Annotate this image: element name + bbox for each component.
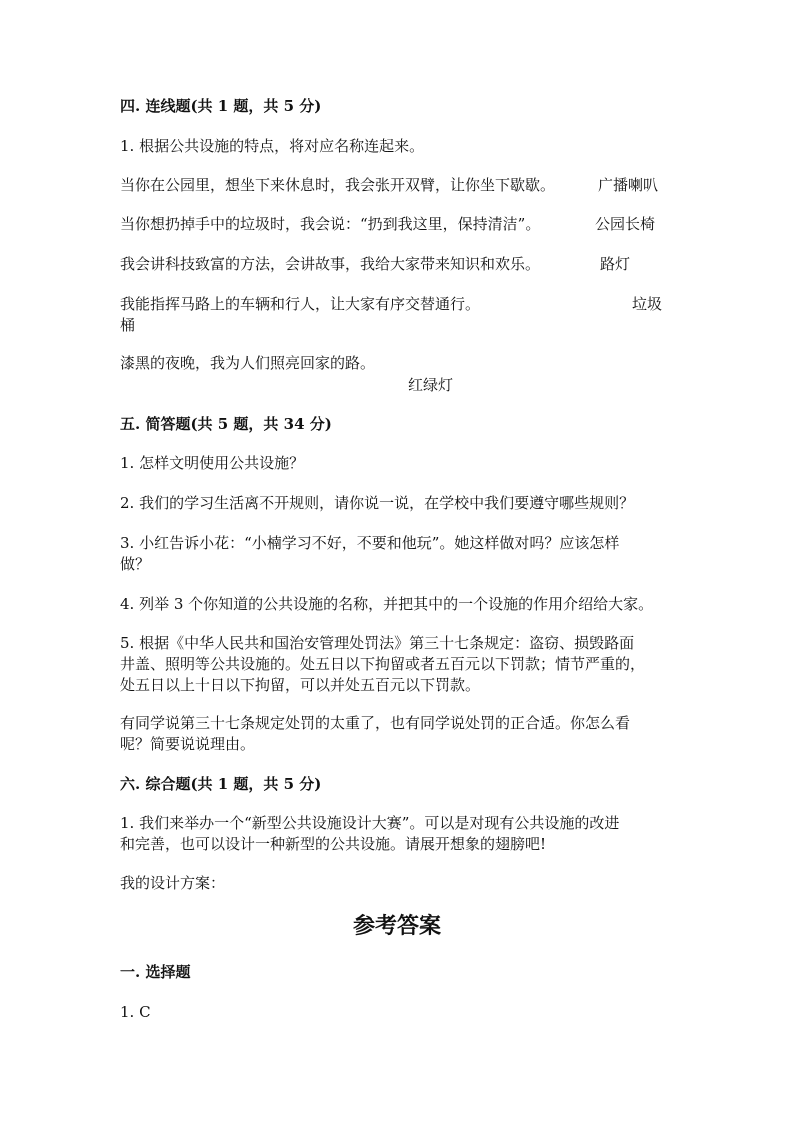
- answers-title: 参考答案: [352, 913, 441, 939]
- section4-q1-prompt: 1. 根据公共设施的特点，将对应名称连起来。: [120, 137, 425, 155]
- match-left-2: 当你想扔掉手中的垃圾时，我会说：“扔到我这里，保持清洁”。: [120, 215, 541, 233]
- section5-q3-line2: 做？: [120, 555, 151, 573]
- section5-heading: 五. 简答题(共 5 题，共 34 分): [120, 415, 332, 433]
- answers-a1: 1. C: [120, 1003, 151, 1021]
- match-right-4-cont: 桶: [120, 316, 136, 334]
- section6-plan: 我的设计方案：: [120, 874, 226, 892]
- section5-q5-line1: 5. 根据《中华人民共和国治安管理处罚法》第三十七条规定：盗窃、损毁路面: [120, 634, 635, 652]
- section5-q5b-line1: 有同学说第三十七条规定处罚的太重了，也有同学说处罚的正合适。你怎么看: [120, 714, 631, 732]
- match-left-1: 当你在公园里，想坐下来休息时，我会张开双臂，让你坐下歇歇。: [120, 176, 556, 194]
- section5-q2: 2. 我们的学习生活离不开规则，请你说一说，在学校中我们要遵守哪些规则？: [120, 494, 635, 512]
- match-right-3: 路灯: [600, 255, 631, 273]
- section5-q1: 1. 怎样文明使用公共设施？: [120, 454, 305, 472]
- section5-q5b-line2: 呢？简要说说理由。: [120, 735, 256, 753]
- match-left-5: 漆黑的夜晚，我为人们照亮回家的路。: [120, 354, 376, 372]
- section5-q4: 4. 列举 3 个你知道的公共设施的名称，并把其中的一个设施的作用介绍给大家。: [120, 595, 654, 613]
- match-right-1: 广播喇叭: [598, 176, 659, 194]
- match-left-3: 我会讲科技致富的方法，会讲故事，我给大家带来知识和欢乐。: [120, 255, 541, 273]
- match-right-2: 公园长椅: [595, 215, 656, 233]
- answers-section1-heading: 一. 选择题: [120, 963, 191, 981]
- match-left-4: 我能指挥马路上的车辆和行人，让大家有序交替通行。: [120, 295, 481, 313]
- section6-q1-line1: 1. 我们来举办一个“新型公共设施设计大赛”。可以是对现有公共设施的改进: [120, 814, 620, 832]
- section4-heading: 四. 连线题(共 1 题，共 5 分): [120, 97, 322, 115]
- section6-heading: 六. 综合题(共 1 题，共 5 分): [120, 775, 322, 793]
- section5-q5-line2: 井盖、照明等公共设施的。处五日以下拘留或者五百元以下罚款；情节严重的，: [120, 655, 646, 673]
- section5-q3-line1: 3. 小红告诉小花：“小楠学习不好，不要和他玩”。她这样做对吗？应该怎样: [120, 534, 620, 552]
- section5-q5-line3: 处五日以上十日以下拘留，可以并处五百元以下罚款。: [120, 676, 481, 694]
- match-right-4: 垃圾: [632, 295, 663, 313]
- section6-q1-line2: 和完善，也可以设计一种新型的公共设施。请展开想象的翅膀吧!: [120, 835, 547, 853]
- match-right-5: 红绿灯: [408, 376, 454, 394]
